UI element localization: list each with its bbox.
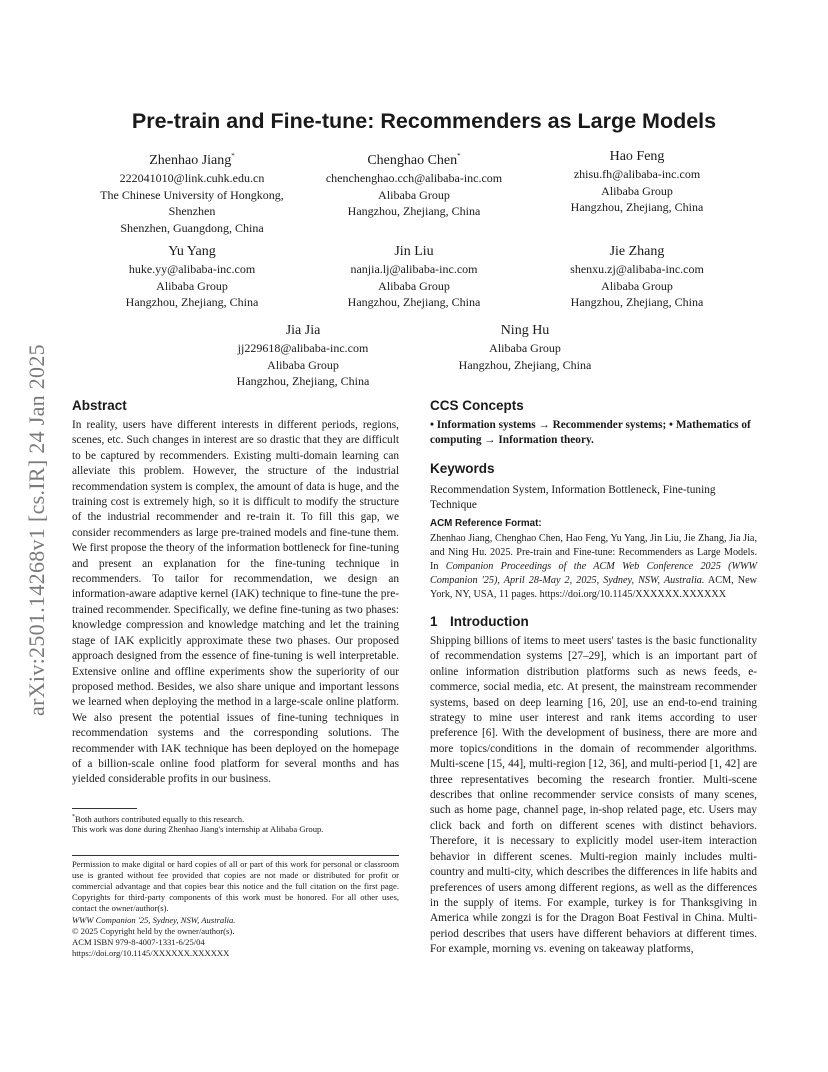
ccs-text: • Information systems → Recommender systems; • Mathematics of computing → Information theory. bbox=[430, 419, 751, 447]
keywords-text: Recommendation System, Information Bottleneck, Fine-tuning Technique bbox=[430, 484, 716, 512]
author-name: Hao Feng bbox=[609, 149, 665, 164]
paper-title: Pre-train and Fine-tune: Recommenders as Large Models bbox=[131, 109, 717, 133]
author-name: Jie Zhang bbox=[609, 244, 665, 259]
author-name: Chenghao Chen bbox=[367, 153, 458, 168]
author-block bbox=[294, 242, 534, 311]
author-affiliation: Alibaba Group bbox=[156, 278, 228, 293]
doi-link[interactable]: https://doi.org/10.1145/XXXXXX.XXXXXX bbox=[72, 948, 230, 958]
author-location: Hangzhou, Zhejiang, China bbox=[570, 295, 704, 309]
author-affiliation: Alibaba Group bbox=[378, 187, 450, 202]
author-email: jj229618@alibaba-inc.com bbox=[237, 341, 369, 355]
author-location: Hangzhou, Zhejiang, China bbox=[458, 357, 592, 372]
author-email: 222041010@link.cuhk.edu.cn bbox=[119, 171, 265, 185]
author-block bbox=[405, 321, 645, 373]
author-affiliation: Alibaba Group bbox=[378, 278, 450, 293]
author-name: Yu Yang bbox=[168, 244, 216, 259]
author-email: huke.yy@alibaba-inc.com bbox=[128, 262, 256, 276]
author-block bbox=[183, 321, 423, 390]
author-name: Ning Hu bbox=[500, 323, 550, 338]
author-affiliation: Alibaba Group bbox=[601, 278, 673, 293]
author-location: Hangzhou, Zhejiang, China bbox=[125, 295, 259, 309]
ccs-heading: CCS Concepts bbox=[430, 398, 524, 413]
footnote-rule bbox=[72, 808, 137, 809]
author-name: Zhenhao Jiang bbox=[149, 153, 232, 168]
author-block bbox=[517, 242, 757, 311]
acm-ref-heading: ACM Reference Format: bbox=[430, 518, 542, 529]
isbn-line: ACM ISBN 979-8-4007-1331-6/25/04 bbox=[72, 937, 205, 947]
conference-line: WWW Companion '25, Sydney, NSW, Australia. bbox=[72, 915, 236, 925]
permission-rule bbox=[72, 855, 399, 856]
author-location: Hangzhou, Zhejiang, China bbox=[570, 200, 704, 214]
copyright-line: © 2025 Copyright held by the owner/author(s). bbox=[72, 926, 235, 936]
author-affiliation: The Chinese University of Hongkong, Shenzhen bbox=[100, 187, 284, 218]
author-location: Hangzhou, Zhejiang, China bbox=[347, 295, 481, 309]
author-location: Hangzhou, Zhejiang, China bbox=[236, 374, 370, 388]
footnote-internship: This work was done during Zhenhao Jiang's internship at Alibaba Group. bbox=[72, 824, 324, 834]
acm-ref-text: Zhenhao Jiang, Chenghao Chen, Hao Feng, Yu Yang, Jin Liu, Jie Zhang, Jia Jia, and Ning Hu. 2025. Pre-train and Fine-tune: Recommenders as Large Models. In Companion Proceedings of the ACM Web Conference 2025 (WWW Companion '25), April 28-May 2, 2025, Sydney, NSW, Australia. ACM, New York, NY, USA, 11 pages. https://doi.org/10.1145/XXXXXX.XXXXXX bbox=[430, 533, 757, 600]
arxiv-stamp: arXiv:2501.14268v1 [cs.IR] 24 Jan 2025 bbox=[24, 344, 49, 716]
author-affiliation: Alibaba Group bbox=[267, 357, 339, 372]
author-email: shenxu.zj@alibaba-inc.com bbox=[570, 262, 704, 276]
author-name: Jia Jia bbox=[285, 323, 321, 338]
author-location: Shenzhen, Guangdong, China bbox=[120, 220, 264, 235]
author-affiliation: Alibaba Group bbox=[601, 183, 673, 198]
author-email: zhisu.fh@alibaba-inc.com bbox=[573, 167, 701, 181]
author-location: Hangzhou, Zhejiang, China bbox=[347, 204, 481, 218]
author-block: Chenghao Chen* chenchenghao.cch@alibaba-inc.com Alibaba Group Hangzhou, Zhejiang, China bbox=[294, 147, 534, 220]
abstract-text: In reality, users have different interests in different periods, regions, scenes, etc. Such changes in interest are so drastic that they are difficult to be captured by recommenders. Existing multi-domain learning can alleviate this problem. However, the structure of the industrial recommendation system is complex, the amount of data is huge, and the training cost is extremely high, so it is difficult to modify the structure of the industrial recommender and re-train it. To fill this gap, we consider recommenders as large pre-trained models and fine-tune them. We first propose the theory of the information bottleneck for fine-tuning and present an explanation for the fine-tuning technique in recommenders. To tailor for recommendation, we design an information-aware adaptive kernel (IAK) technique to fine-tune the pre-trained recommender. Specifically, we define fine-tuning as two phases: knowledge compression and knowledge matching and let the training stage of IAK explicitly approximate these two phases. Our proposed approach designed from the essence of fine-tuning is well interpretable. Extensive online and offline experiments show the superiority of our proposed method. Besides, we also share unique and important lessons we learned when deploying the method in a large-scale online platform. We also present the potential issues of fine-tuning techniques in recommendation systems and the corresponding solutions. The recommender with IAK technique has been deployed on the homepage of a billion-scale online food platform for several months and has yielded considerable profits in our business. bbox=[72, 419, 399, 786]
abstract-heading: Abstract bbox=[72, 398, 127, 413]
author-email: nanjia.lj@alibaba-inc.com bbox=[350, 262, 478, 276]
author-block bbox=[72, 242, 312, 311]
author-affiliation: Alibaba Group bbox=[489, 341, 561, 355]
author-email: chenchenghao.cch@alibaba-inc.com bbox=[325, 171, 503, 185]
author-block: Zhenhao Jiang* 222041010@link.cuhk.edu.cn The Chinese University of Hongkong, Shenzhen Shenzhen, Guangdong, China bbox=[72, 147, 312, 236]
permission-text: Permission to make digital or hard copies of all or part of this work for personal or classroom use is granted without fee provided that copies are not made or distributed for profit or commercial advantage and that copies bear this notice and the full citation on the first page. Copyrights for third-party components of this work must be honored. For all other uses, contact the owner/author(s). bbox=[72, 859, 399, 913]
footnote-equal: *Both authors contributed equally to this research. bbox=[72, 814, 245, 824]
keywords-heading: Keywords bbox=[430, 461, 495, 476]
intro-text: Shipping billions of items to meet users' tastes is the basic functionality of recommendation systems [27–29], which is an important part of online information distribution platforms such as news feeds, e-commerce, social media, etc. At present, the mainstream recommender systems, based on deep learning [16, 20], use an end-to-end training strategy to mine user interest and rank items according to user preference [6]. With the development of business, there are more and more topics/conditions in the domain of recommender algorithms. Multi-scene [15, 44], multi-region [12, 36], and multi-period [1, 42] are three representatives becoming the research frontier. Multi-scene describes that online recommender service consists of many scenes, such as home page, channel page, in-shop related page, etc. Users may click back and forth on different scenes with distinct behaviors. Therefore, it is necessary to explicitly model user-item interaction behavior in different scenes. Multi-region mainly includes multi-country and multi-city, which describes the differences in life habits and preferences of users among different regions, as well as the differences in the supply of items. For example, turkey is for Thanksgiving in America while zongzi is for the Dragon Boat Festival in China. Multi-period describes that users have different behaviors at different times. For example, morning vs. evening on takeaway platforms, bbox=[430, 635, 757, 956]
author-name: Jin Liu bbox=[394, 244, 434, 259]
intro-heading: 1 Introduction bbox=[430, 614, 529, 629]
author-block bbox=[517, 147, 757, 216]
